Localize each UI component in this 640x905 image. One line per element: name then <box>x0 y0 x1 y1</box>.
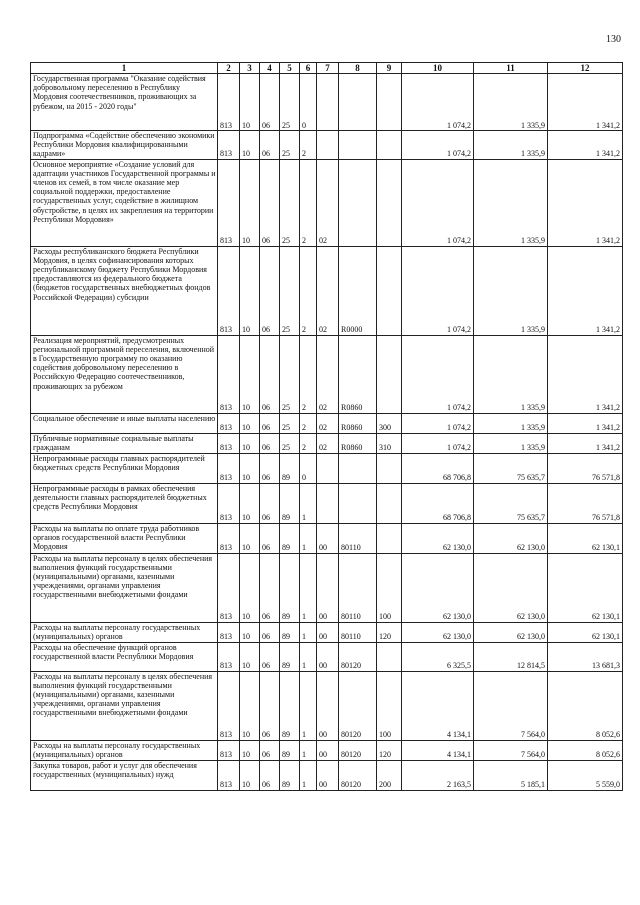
row-description: Государственная программа "Оказание содействия добровольному переселению в Республику Мордовия соотечественников, проживающих за рубежом, на 2015 - 2020 годы" <box>31 74 218 131</box>
cell-c5: 89 <box>280 671 300 740</box>
cell-c4: 06 <box>260 553 280 622</box>
table-row <box>31 642 623 671</box>
cell-c9: 100 <box>377 553 402 622</box>
cell-c9 <box>377 246 402 335</box>
cell-c5: 89 <box>280 642 300 671</box>
table-body <box>31 74 623 791</box>
cell-v10: 1 074,2 <box>402 335 474 413</box>
column-header-8: 8 <box>339 63 377 74</box>
row-description: Публичные нормативные социальные выплаты гражданам <box>31 433 218 453</box>
cell-c4: 06 <box>260 246 280 335</box>
row-description: Расходы республиканского бюджета Республики Мордовия, в целях софинансирования которых республиканскому бюджету Республики Мордовия предоставляются из федерального бюджета (бюджетов государственных внебюджетных фондов Российской Федерации) субсидии <box>31 246 218 335</box>
cell-c9 <box>377 453 402 483</box>
table-row <box>31 246 623 335</box>
cell-c5: 89 <box>280 553 300 622</box>
cell-v12: 62 130,1 <box>548 553 623 622</box>
cell-c2: 813 <box>218 433 240 453</box>
cell-v10: 68 706,8 <box>402 453 474 483</box>
row-description: Непрограммные расходы в рамках обеспечения деятельности главных распорядителей бюджетных средств Республики Мордовия <box>31 483 218 523</box>
column-header-4: 4 <box>260 63 280 74</box>
cell-c8 <box>339 159 377 246</box>
cell-v11: 62 130,0 <box>474 553 548 622</box>
cell-c4: 06 <box>260 642 280 671</box>
table-row <box>31 483 623 523</box>
cell-c8: R0000 <box>339 246 377 335</box>
cell-c3: 10 <box>240 671 260 740</box>
cell-c7: 02 <box>317 433 339 453</box>
cell-c2: 813 <box>218 483 240 523</box>
column-header-9: 9 <box>377 63 402 74</box>
column-header-7: 7 <box>317 63 339 74</box>
cell-c3: 10 <box>240 622 260 642</box>
cell-c6: 1 <box>300 740 317 760</box>
cell-c5: 25 <box>280 433 300 453</box>
cell-v12: 1 341,2 <box>548 413 623 433</box>
cell-c8: 80110 <box>339 523 377 553</box>
cell-c5: 25 <box>280 74 300 131</box>
cell-c4: 06 <box>260 760 280 790</box>
cell-c5: 25 <box>280 131 300 160</box>
cell-v12: 1 341,2 <box>548 246 623 335</box>
cell-v12: 1 341,2 <box>548 335 623 413</box>
cell-c4: 06 <box>260 453 280 483</box>
cell-c2: 813 <box>218 740 240 760</box>
cell-v10: 1 074,2 <box>402 433 474 453</box>
cell-v11: 75 635,7 <box>474 453 548 483</box>
cell-c3: 10 <box>240 433 260 453</box>
cell-c9: 310 <box>377 433 402 453</box>
cell-c5: 25 <box>280 335 300 413</box>
table-row <box>31 335 623 413</box>
cell-v12: 1 341,2 <box>548 131 623 160</box>
cell-c9 <box>377 74 402 131</box>
table-row <box>31 74 623 131</box>
row-description: Основное мероприятие «Создание условий для адаптации участников Государственной программы и членов их семей, в том числе оказание мер социальной поддержки, предоставление государственных услуг, содействие в жилищном обустройстве, в целях их закрепления на территории Республики Мордовия» <box>31 159 218 246</box>
cell-c7 <box>317 131 339 160</box>
cell-c7: 00 <box>317 622 339 642</box>
cell-c8: 80120 <box>339 740 377 760</box>
cell-c6: 2 <box>300 131 317 160</box>
cell-v11: 1 335,9 <box>474 413 548 433</box>
table-row <box>31 523 623 553</box>
cell-c2: 813 <box>218 671 240 740</box>
table-row <box>31 671 623 740</box>
cell-c4: 06 <box>260 523 280 553</box>
cell-c7 <box>317 453 339 483</box>
cell-c8: 80110 <box>339 622 377 642</box>
cell-c6: 1 <box>300 523 317 553</box>
table-row <box>31 413 623 433</box>
cell-c8: R0860 <box>339 335 377 413</box>
cell-c2: 813 <box>218 453 240 483</box>
column-header-6: 6 <box>300 63 317 74</box>
header-row <box>31 63 623 74</box>
cell-v12: 62 130,1 <box>548 523 623 553</box>
page-number: 130 <box>606 34 621 45</box>
cell-c2: 813 <box>218 74 240 131</box>
cell-c9 <box>377 131 402 160</box>
cell-c3: 10 <box>240 483 260 523</box>
cell-c3: 10 <box>240 740 260 760</box>
row-description: Расходы на выплаты персоналу в целях обеспечения выполнения функций государственными (муниципальными) органами, казенными учреждениями, органами управления государственными внебюджетными фондами <box>31 553 218 622</box>
cell-c5: 89 <box>280 483 300 523</box>
cell-c2: 813 <box>218 760 240 790</box>
row-description: Закупка товаров, работ и услуг для обеспечения государственных (муниципальных) нужд <box>31 760 218 790</box>
table-row <box>31 760 623 790</box>
cell-c9 <box>377 642 402 671</box>
cell-c7: 02 <box>317 413 339 433</box>
cell-v10: 1 074,2 <box>402 74 474 131</box>
table-row <box>31 553 623 622</box>
cell-c2: 813 <box>218 159 240 246</box>
cell-v11: 75 635,7 <box>474 483 548 523</box>
cell-c3: 10 <box>240 760 260 790</box>
cell-c4: 06 <box>260 740 280 760</box>
cell-v11: 1 335,9 <box>474 433 548 453</box>
table-row <box>31 453 623 483</box>
cell-v12: 1 341,2 <box>548 433 623 453</box>
cell-c4: 06 <box>260 335 280 413</box>
cell-c7 <box>317 74 339 131</box>
cell-c2: 813 <box>218 335 240 413</box>
cell-v10: 2 163,5 <box>402 760 474 790</box>
cell-c4: 06 <box>260 671 280 740</box>
cell-c4: 06 <box>260 131 280 160</box>
cell-c7: 00 <box>317 553 339 622</box>
cell-c7: 00 <box>317 523 339 553</box>
row-description: Расходы на выплаты по оплате труда работников органов государственной власти Республики Мордовия <box>31 523 218 553</box>
cell-v12: 62 130,1 <box>548 622 623 642</box>
cell-v11: 1 335,9 <box>474 246 548 335</box>
cell-c3: 10 <box>240 74 260 131</box>
cell-v11: 1 335,9 <box>474 335 548 413</box>
cell-c8: 80120 <box>339 671 377 740</box>
column-header-5: 5 <box>280 63 300 74</box>
cell-c3: 10 <box>240 131 260 160</box>
cell-v12: 1 341,2 <box>548 159 623 246</box>
cell-c2: 813 <box>218 131 240 160</box>
cell-c6: 1 <box>300 483 317 523</box>
cell-c7: 02 <box>317 246 339 335</box>
cell-c9 <box>377 335 402 413</box>
cell-c3: 10 <box>240 413 260 433</box>
row-description: Социальное обеспечение и иные выплаты населению <box>31 413 218 433</box>
cell-v10: 1 074,2 <box>402 413 474 433</box>
cell-c8 <box>339 74 377 131</box>
cell-c6: 1 <box>300 671 317 740</box>
cell-v10: 1 074,2 <box>402 131 474 160</box>
cell-c5: 89 <box>280 523 300 553</box>
cell-c7: 00 <box>317 760 339 790</box>
cell-c9: 300 <box>377 413 402 433</box>
cell-c3: 10 <box>240 246 260 335</box>
cell-c7: 02 <box>317 159 339 246</box>
cell-c3: 10 <box>240 335 260 413</box>
cell-v12: 13 681,3 <box>548 642 623 671</box>
cell-c2: 813 <box>218 553 240 622</box>
cell-c5: 25 <box>280 413 300 433</box>
cell-v12: 8 052,6 <box>548 740 623 760</box>
column-header-10: 10 <box>402 63 474 74</box>
cell-v10: 62 130,0 <box>402 622 474 642</box>
column-header-12: 12 <box>548 63 623 74</box>
cell-c6: 1 <box>300 760 317 790</box>
row-description: Непрограммные расходы главных распорядителей бюджетных средств Республики Мордовия <box>31 453 218 483</box>
cell-v12: 5 559,0 <box>548 760 623 790</box>
row-description: Расходы на обеспечение функций органов государственной власти Республики Мордовия <box>31 642 218 671</box>
cell-v10: 4 134,1 <box>402 671 474 740</box>
table-row <box>31 740 623 760</box>
cell-c4: 06 <box>260 413 280 433</box>
cell-c6: 2 <box>300 413 317 433</box>
cell-c2: 813 <box>218 523 240 553</box>
cell-c6: 2 <box>300 433 317 453</box>
cell-c5: 89 <box>280 740 300 760</box>
cell-c8 <box>339 483 377 523</box>
cell-c6: 1 <box>300 642 317 671</box>
cell-c8: 80120 <box>339 760 377 790</box>
cell-v11: 1 335,9 <box>474 159 548 246</box>
cell-c5: 25 <box>280 246 300 335</box>
cell-c8: 80120 <box>339 642 377 671</box>
cell-v10: 68 706,8 <box>402 483 474 523</box>
cell-v10: 62 130,0 <box>402 523 474 553</box>
table-row <box>31 622 623 642</box>
cell-c8: R0860 <box>339 413 377 433</box>
cell-c3: 10 <box>240 523 260 553</box>
cell-v11: 12 814,5 <box>474 642 548 671</box>
cell-c7: 00 <box>317 642 339 671</box>
cell-c8 <box>339 131 377 160</box>
cell-v10: 1 074,2 <box>402 159 474 246</box>
budget-table <box>30 62 623 791</box>
cell-v10: 4 134,1 <box>402 740 474 760</box>
cell-c6: 1 <box>300 553 317 622</box>
row-description: Расходы на выплаты персоналу в целях обеспечения выполнения функций государственными (муниципальными) органами, казенными учреждениями, органами управления государственными внебюджетными фондами <box>31 671 218 740</box>
cell-c2: 813 <box>218 246 240 335</box>
column-header-1: 1 <box>31 63 218 74</box>
cell-v12: 76 571,8 <box>548 453 623 483</box>
cell-v10: 1 074,2 <box>402 246 474 335</box>
cell-c5: 25 <box>280 159 300 246</box>
cell-v11: 7 564,0 <box>474 740 548 760</box>
cell-c8: R0860 <box>339 433 377 453</box>
cell-c8: 80110 <box>339 553 377 622</box>
cell-c5: 89 <box>280 453 300 483</box>
row-description: Подпрограмма «Содействие обеспечению экономики Республики Мордовия квалифицированными кадрами» <box>31 131 218 160</box>
cell-c2: 813 <box>218 413 240 433</box>
cell-c3: 10 <box>240 159 260 246</box>
cell-c7: 02 <box>317 335 339 413</box>
cell-c5: 89 <box>280 760 300 790</box>
table-row <box>31 433 623 453</box>
cell-c4: 06 <box>260 622 280 642</box>
cell-c9: 100 <box>377 671 402 740</box>
cell-c2: 813 <box>218 622 240 642</box>
column-header-2: 2 <box>218 63 240 74</box>
cell-c6: 2 <box>300 159 317 246</box>
cell-c9 <box>377 523 402 553</box>
cell-c6: 1 <box>300 622 317 642</box>
cell-c3: 10 <box>240 553 260 622</box>
cell-v11: 1 335,9 <box>474 74 548 131</box>
column-header-3: 3 <box>240 63 260 74</box>
cell-c8 <box>339 453 377 483</box>
cell-c9: 120 <box>377 622 402 642</box>
cell-c7: 00 <box>317 740 339 760</box>
cell-c6: 2 <box>300 246 317 335</box>
cell-c9: 120 <box>377 740 402 760</box>
table-row <box>31 131 623 160</box>
cell-v10: 62 130,0 <box>402 553 474 622</box>
cell-c5: 89 <box>280 622 300 642</box>
cell-c4: 06 <box>260 433 280 453</box>
cell-v12: 1 341,2 <box>548 74 623 131</box>
cell-c9 <box>377 159 402 246</box>
cell-v11: 62 130,0 <box>474 523 548 553</box>
cell-v11: 5 185,1 <box>474 760 548 790</box>
row-description: Расходы на выплаты персоналу государственных (муниципальных) органов <box>31 740 218 760</box>
cell-v10: 6 325,5 <box>402 642 474 671</box>
cell-c7: 00 <box>317 671 339 740</box>
cell-v12: 8 052,6 <box>548 671 623 740</box>
cell-c6: 2 <box>300 335 317 413</box>
cell-c4: 06 <box>260 159 280 246</box>
cell-v11: 62 130,0 <box>474 622 548 642</box>
cell-c4: 06 <box>260 74 280 131</box>
cell-v11: 7 564,0 <box>474 671 548 740</box>
cell-c3: 10 <box>240 642 260 671</box>
cell-c9: 200 <box>377 760 402 790</box>
row-description: Расходы на выплаты персоналу государственных (муниципальных) органов <box>31 622 218 642</box>
cell-v12: 76 571,8 <box>548 483 623 523</box>
row-description: Реализация мероприятий, предусмотренных региональной программой переселения, включенной в Государственную программу по оказанию содействия добровольному переселению в Российскую Федерацию соотечественников, проживающих за рубежом <box>31 335 218 413</box>
table-row <box>31 159 623 246</box>
cell-v11: 1 335,9 <box>474 131 548 160</box>
cell-c6: 0 <box>300 74 317 131</box>
cell-c7 <box>317 483 339 523</box>
cell-c4: 06 <box>260 483 280 523</box>
cell-c9 <box>377 483 402 523</box>
cell-c3: 10 <box>240 453 260 483</box>
column-header-11: 11 <box>474 63 548 74</box>
cell-c2: 813 <box>218 642 240 671</box>
cell-c6: 0 <box>300 453 317 483</box>
